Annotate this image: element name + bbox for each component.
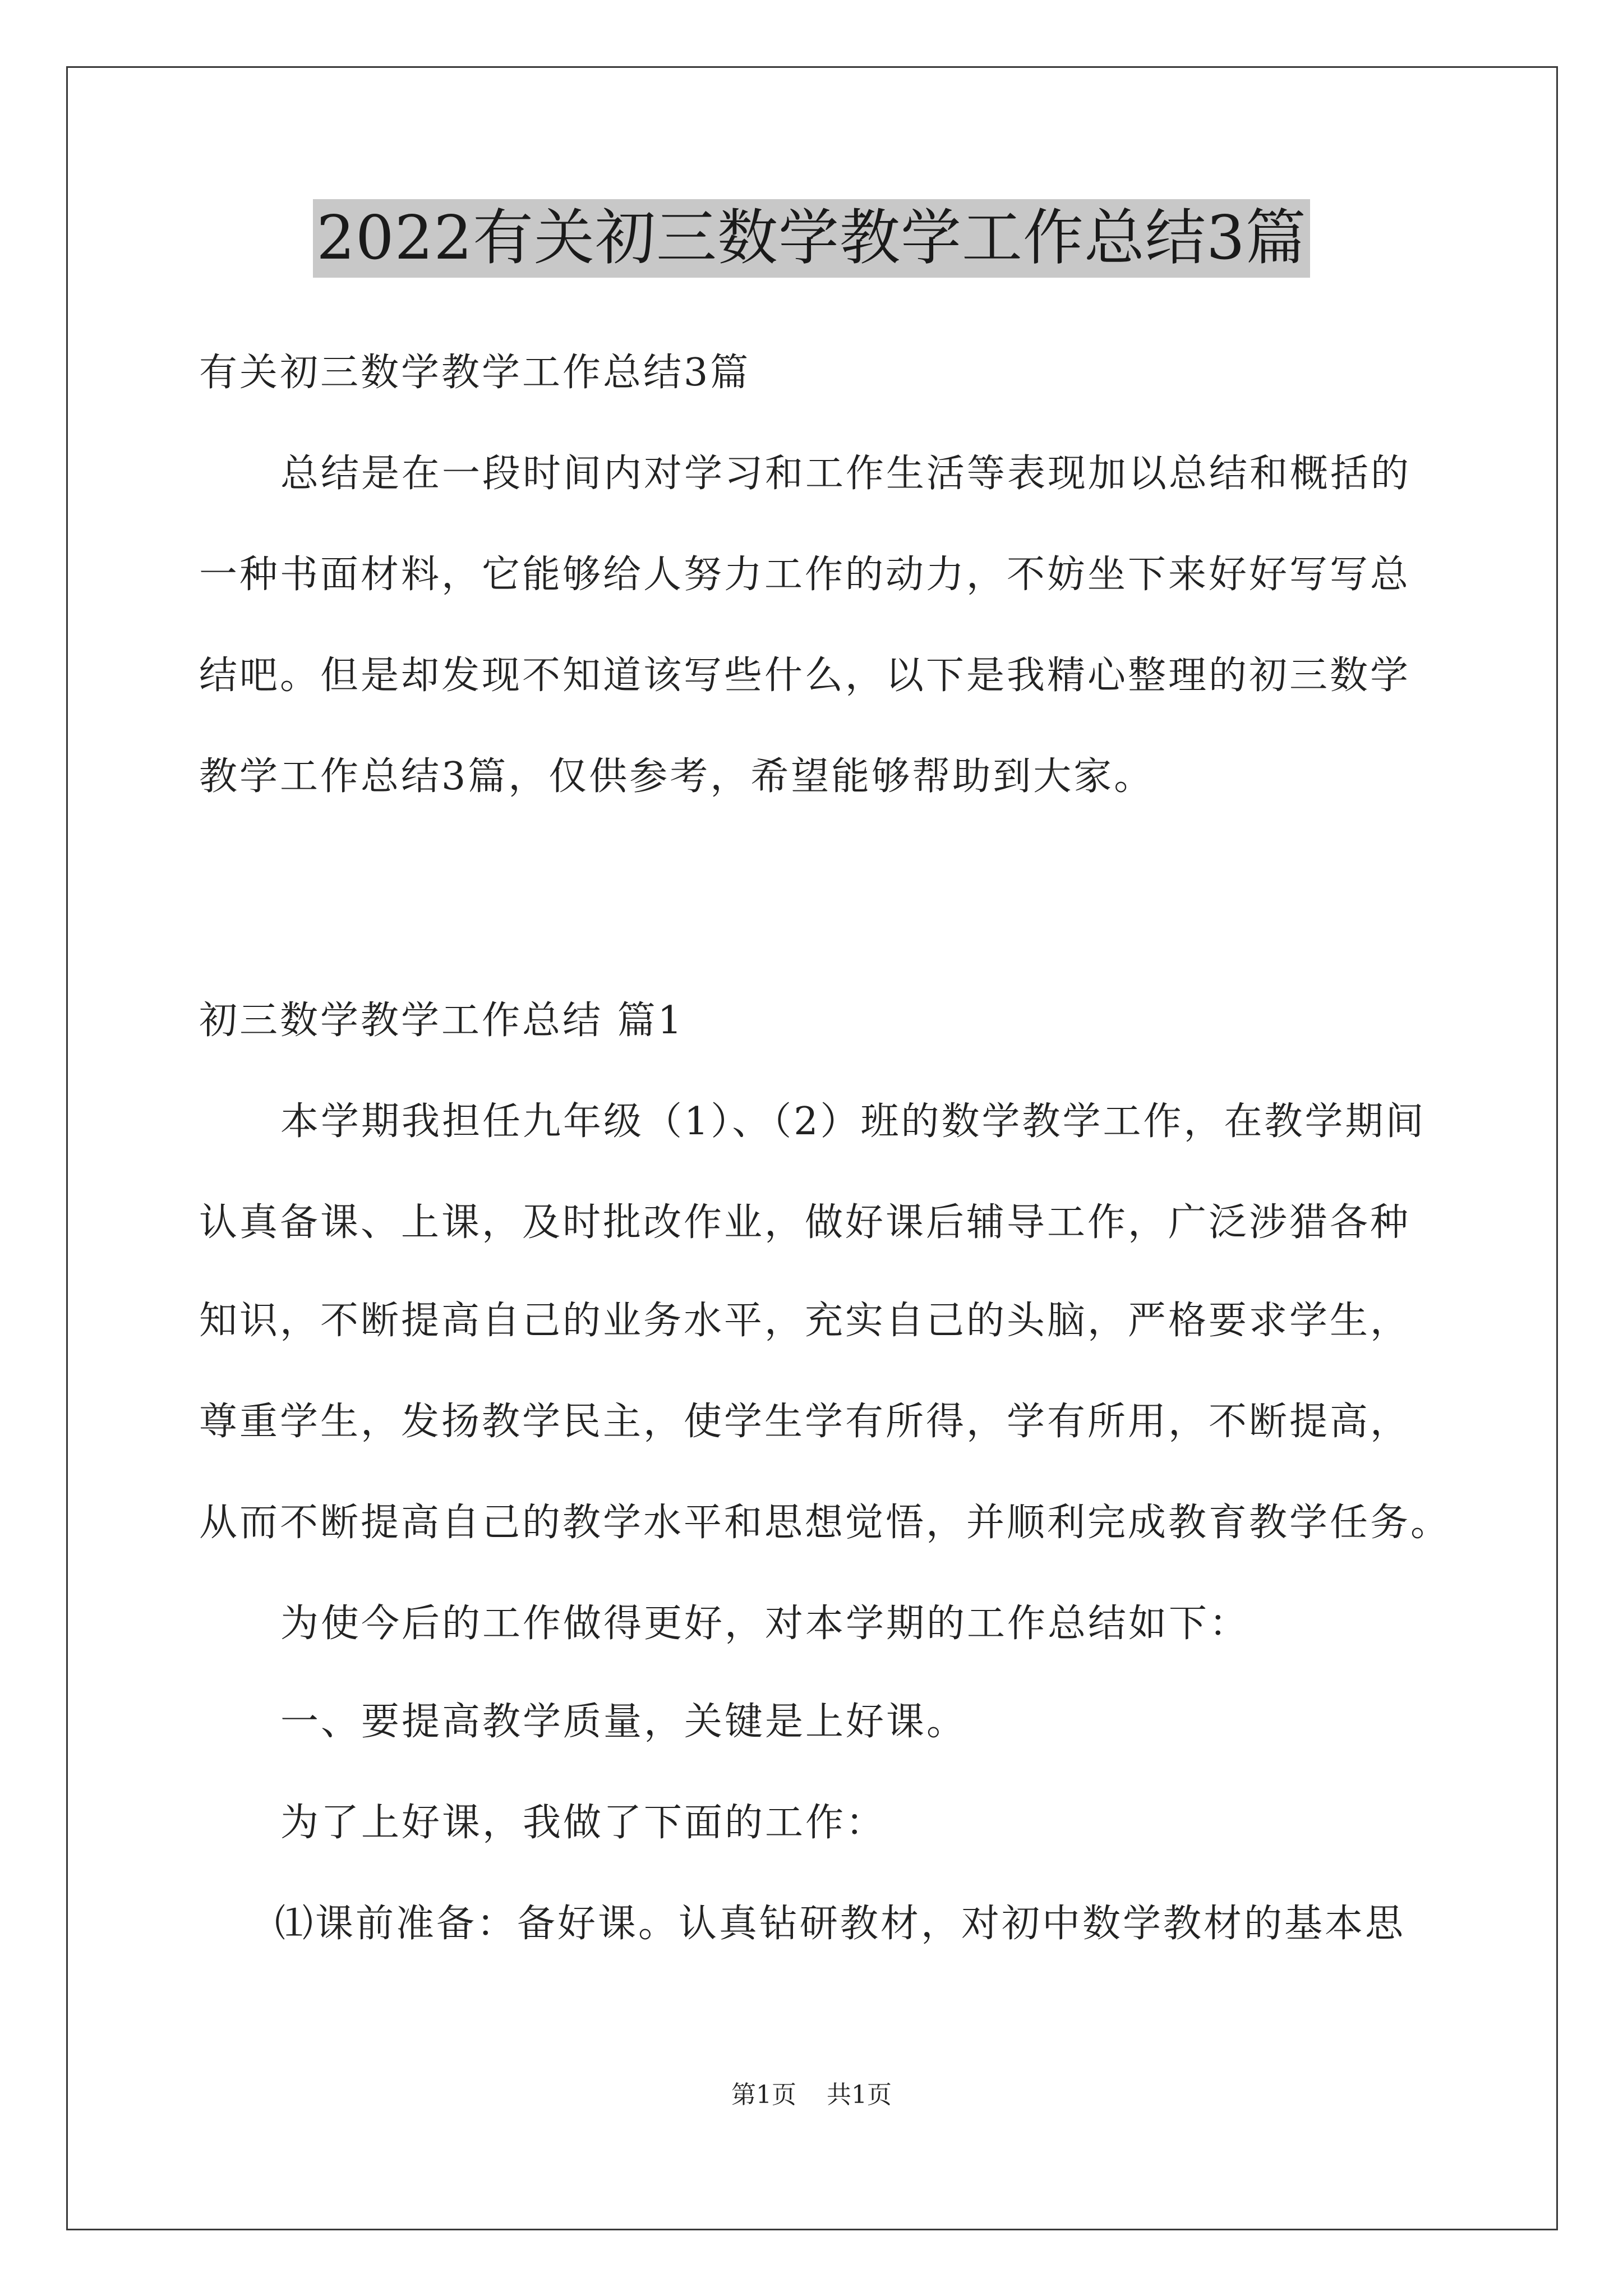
intro-line: 总结是在一段时间内对学习和工作生活等表现加以总结和概括的 <box>280 452 1412 496</box>
body-line: 尊重学生，发扬教学民主，使学生学有所得，学有所用，不断提高， <box>199 1400 1411 1444</box>
paragraph: 为使今后的工作做得更好，对本学期的工作总结如下： <box>280 1602 1250 1646</box>
page-footer <box>0 2078 1623 2112</box>
page-number-total: 共1页 <box>827 2081 892 2109</box>
body-line: 认真备课、上课，及时批改作业，做好课后辅导工作，广泛涉猎各种 <box>199 1200 1411 1245</box>
body-line: 从而不断提高自己的教学水平和思想觉悟，并顺利完成教育教学任务。 <box>199 1501 1451 1545</box>
body-line: 本学期我担任九年级（1）、（2）班的数学教学工作，在教学期间 <box>280 1099 1426 1144</box>
document-title: 2022有关初三数学教学工作总结3篇 <box>313 199 1310 278</box>
paragraph: ⑴课前准备：备好课。认真钻研教材，对初中数学教材的基本思 <box>275 1902 1406 1946</box>
document-subtitle: 有关初三数学教学工作总结3篇 <box>199 351 751 395</box>
section-heading: 初三数学教学工作总结 篇1 <box>199 999 684 1043</box>
paragraph: 为了上好课，我做了下面的工作： <box>280 1801 887 1845</box>
intro-line: 一种书面材料，它能够给人努力工作的动力，不妨坐下来好好写写总 <box>199 553 1411 597</box>
body-line: 知识，不断提高自己的业务水平，充实自己的头脑，严格要求学生， <box>199 1299 1411 1343</box>
paragraph: 一、要提高教学质量，关键是上好课。 <box>280 1700 967 1744</box>
page-number-current: 第1页 <box>731 2081 796 2109</box>
intro-line: 结吧。但是却发现不知道该写些什么，以下是我精心整理的初三数学 <box>199 654 1411 698</box>
intro-line: 教学工作总结3篇，仅供参考，希望能够帮助到大家。 <box>199 754 1155 799</box>
title-container <box>0 199 1623 278</box>
